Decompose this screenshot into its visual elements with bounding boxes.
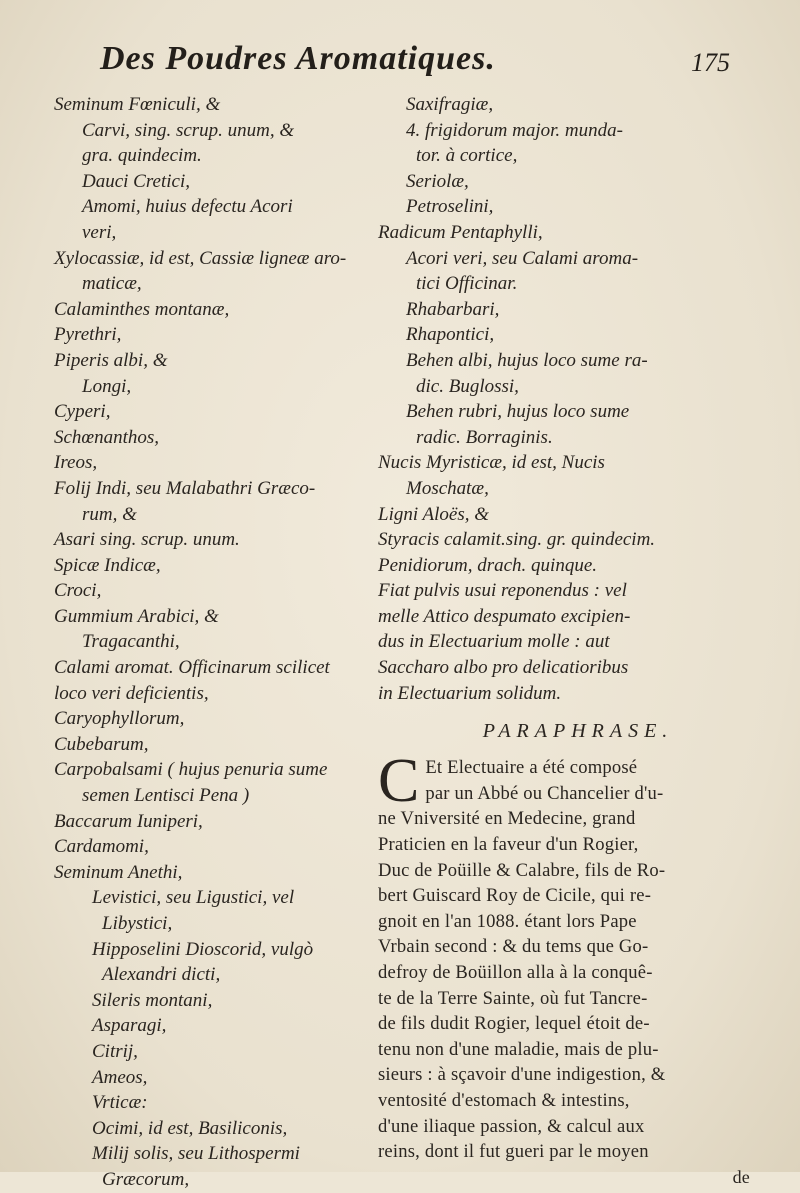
left-column-recipe-list (54, 92, 354, 1193)
recipe-line: Cardamomi, (54, 836, 149, 858)
page-header (100, 40, 740, 100)
recipe-line: loco veri deficientis, (54, 682, 209, 704)
recipe-line: Tragacanthi, (82, 631, 180, 653)
recipe-line: Behen albi, hujus loco sume ra- (406, 349, 648, 371)
recipe-line: in Electuarium solidum. (378, 682, 562, 704)
recipe-line: Baccarum Iuniperi, (54, 810, 203, 832)
recipe-line: Carvi, sing. scrup. unum, & (82, 119, 295, 141)
recipe-line: Ameos, (92, 1066, 148, 1088)
recipe-line: Ocimi, id est, Basiliconis, (92, 1117, 288, 1139)
recipe-line: dic. Buglossi, (416, 375, 519, 397)
paraphrase-line: sieurs : à sçavoir d'une indigestion, & (378, 1064, 666, 1086)
recipe-line: Amomi, huius defectu Acori (82, 196, 293, 218)
recipe-line: Sileris montani, (92, 989, 213, 1011)
right-column-recipe-list (378, 92, 778, 706)
recipe-line: Libystici, (102, 913, 173, 934)
recipe-line: Carpobalsami ( hujus penuria sume (54, 759, 328, 781)
paraphrase-line: bert Guiscard Roy de Cicile, qui re- (378, 885, 652, 907)
recipe-line: Ireos, (54, 452, 98, 474)
paraphrase-line: tenu non d'une maladie, mais de plu- (378, 1038, 659, 1060)
recipe-line: Radicum Pentaphylli, (378, 221, 543, 243)
recipe-line: Gummium Arabici, & (54, 605, 219, 627)
recipe-line: dus in Electuarium molle : aut (378, 631, 610, 653)
recipe-line: Alexandri dicti, (102, 964, 221, 986)
recipe-line: Cyperi, (54, 401, 111, 423)
catchword: de (732, 1166, 750, 1187)
paraphrase-line: Praticien en la faveur d'un Rogier, (378, 834, 639, 856)
paraphrase-paragraph (378, 747, 778, 1165)
right-column (378, 92, 778, 1190)
recipe-line: semen Lentisci Pena ) (82, 785, 250, 807)
recipe-line: veri, (82, 221, 117, 243)
recipe-line: Moschatæ, (406, 477, 489, 499)
recipe-line: Xylocassiæ, id est, Cassiæ ligneæ aro- (54, 247, 347, 269)
recipe-line: Levistici, seu Ligustici, vel (92, 887, 295, 909)
recipe-line: Petroselini, (406, 196, 494, 218)
paraphrase-line: Vrbain second : & du tems que Go- (378, 936, 649, 958)
recipe-line: Asari sing. scrup. unum. (54, 529, 240, 551)
paraphrase-line: Et Electuaire a été composé (425, 757, 638, 779)
recipe-line: Seminum Anethi, (54, 861, 183, 883)
recipe-line: Græcorum, (102, 1168, 190, 1190)
recipe-line: Caryophyllorum, (54, 708, 185, 730)
recipe-line: Acori veri, seu Calami aroma- (406, 247, 639, 269)
recipe-line: Pyrethri, (54, 324, 122, 346)
recipe-line: 4. frigidorum major. munda- (406, 119, 623, 141)
recipe-line: Behen rubri, hujus loco sume (406, 401, 630, 423)
recipe-line: maticæ, (82, 273, 142, 295)
recipe-line: Croci, (54, 580, 102, 602)
recipe-line: Spicæ Indicæ, (54, 554, 161, 576)
paraphrase-line: gnoit en l'an 1088. étant lors Pape (378, 910, 637, 932)
recipe-line: Ligni Aloës, & (378, 503, 490, 525)
recipe-line: gra. quindecim. (82, 145, 202, 167)
recipe-line: Asparagi, (92, 1015, 167, 1037)
paraphrase-line: defroy de Boüillon alla à la conquê- (378, 962, 653, 983)
recipe-line: Rhabarbari, (406, 298, 500, 320)
recipe-line: Nucis Myristicæ, id est, Nucis (378, 452, 605, 474)
recipe-line: Cubebarum, (54, 733, 149, 755)
paraphrase-line: ne Vniversité en Medecine, grand (378, 808, 636, 830)
paraphrase-line: d'une iliaque passion, & calcul aux (378, 1115, 645, 1137)
page-number: 175 (691, 48, 730, 77)
recipe-line: Piperis albi, & (54, 349, 168, 371)
recipe-line: Milij solis, seu Lithospermi (92, 1143, 300, 1165)
recipe-line: Schœnanthos, (54, 426, 160, 448)
drop-cap: C (378, 747, 420, 816)
recipe-line: melle Attico despumato excipien- (378, 605, 631, 627)
recipe-line: Longi, (82, 375, 132, 397)
recipe-line: Hipposelini Dioscorid, vulgò (92, 938, 314, 960)
paraphrase-line: reins, dont il fut gueri par le moyen (378, 1141, 649, 1163)
recipe-line: rum, & (82, 503, 137, 525)
paraphrase-line: de fils dudit Rogier, lequel étoit de- (378, 1013, 650, 1035)
recipe-line: Saccharo albo pro delicatioribus (378, 657, 629, 679)
recipe-line: Rhapontici, (406, 324, 495, 346)
recipe-line: Folij Indi, seu Malabathri Græco- (54, 477, 316, 499)
recipe-line: tor. à cortice, (416, 145, 518, 167)
running-title: Des Poudres Aromatiques. (100, 40, 496, 77)
recipe-line: Saxifragiæ, (406, 94, 494, 115)
paraphrase-line: te de la Terre Sainte, où fut Tancre- (378, 987, 648, 1009)
recipe-line: tici Officinar. (416, 273, 518, 295)
paraphrase-heading: PARAPHRASE. (482, 720, 674, 743)
recipe-line: Penidiorum, drach. quinque. (378, 554, 598, 576)
recipe-line: Seriolæ, (406, 170, 469, 192)
recipe-line: Seminum Fœniculi, & (54, 94, 221, 115)
recipe-line: Citrij, (92, 1040, 138, 1062)
paraphrase-lines (378, 747, 778, 1165)
recipe-line: Fiat pulvis usui reponendus : vel (378, 580, 627, 602)
recipe-line: Dauci Cretici, (82, 170, 190, 192)
paraphrase-line: par un Abbé ou Chancelier d'u- (425, 782, 664, 804)
recipe-line: Calami aromat. Officinarum scilicet (54, 657, 330, 679)
paraphrase-line: ventosité d'estomach & intestins, (378, 1089, 630, 1111)
recipe-line: Vrticæ: (92, 1092, 148, 1114)
paraphrase-line: Duc de Poüille & Calabre, fils de Ro- (378, 859, 666, 881)
recipe-line: Calaminthes montanæ, (54, 298, 230, 320)
recipe-line: radic. Borraginis. (416, 426, 553, 448)
recipe-line: Styracis calamit.sing. gr. quindecim. (378, 529, 656, 551)
